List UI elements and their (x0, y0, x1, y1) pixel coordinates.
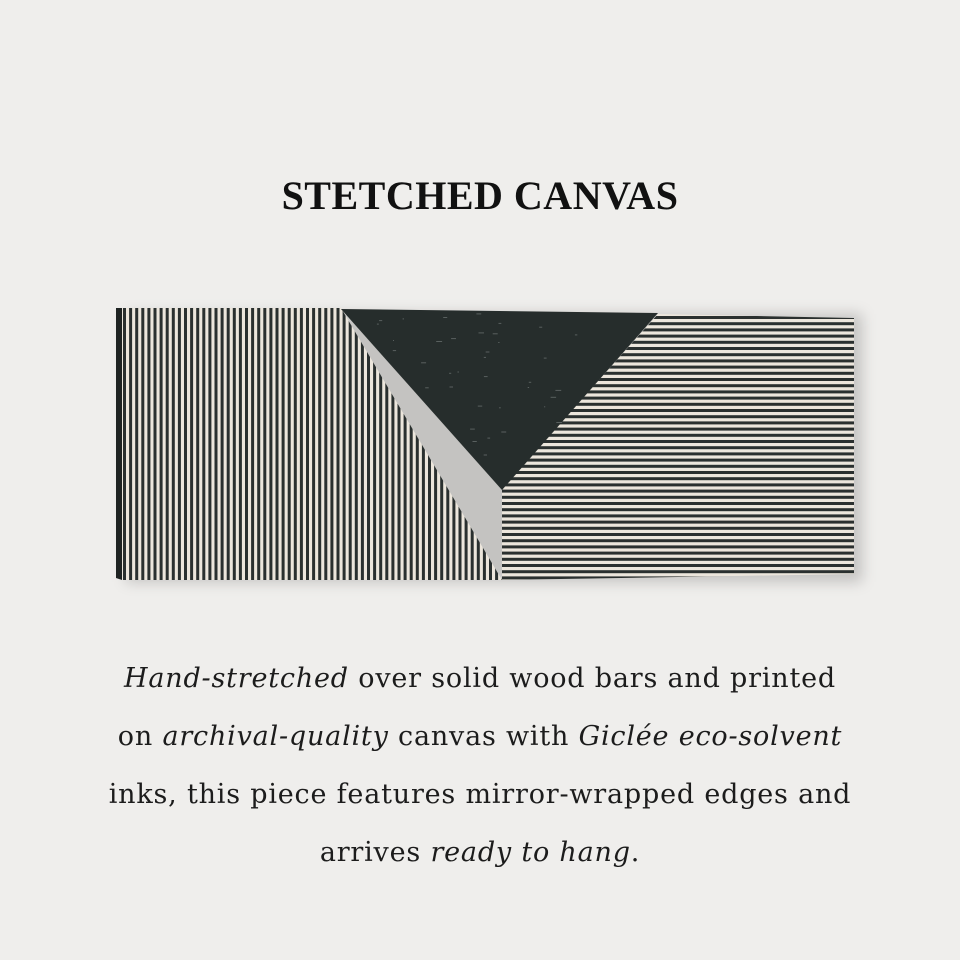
texture-speck (473, 441, 477, 442)
page-title: STETCHED CANVAS (281, 173, 679, 218)
description-text: . (630, 837, 641, 868)
texture-speck (555, 390, 561, 391)
horizontal-stripe (492, 477, 862, 480)
description-text: arrives (319, 837, 431, 868)
vertical-stripe (355, 308, 358, 580)
vertical-stripe (294, 308, 297, 580)
description-text: inks, this piece features mirror-wrapped edges and (108, 779, 852, 810)
texture-speck (501, 432, 506, 433)
horizontal-stripe (492, 459, 862, 462)
texture-speck (425, 387, 429, 388)
vertical-stripe (160, 308, 163, 580)
vertical-stripe (129, 308, 132, 580)
texture-speck (498, 342, 499, 343)
vertical-stripe (208, 308, 211, 580)
vertical-stripe (269, 308, 272, 580)
vertical-stripe (245, 308, 248, 580)
texture-speck (539, 327, 542, 328)
vertical-stripe (373, 308, 376, 580)
horizontal-stripe (492, 465, 862, 468)
texture-speck (551, 397, 557, 398)
texture-speck (479, 332, 485, 333)
texture-speck (393, 340, 394, 341)
texture-speck (458, 372, 459, 373)
texture-speck (377, 324, 379, 325)
description-text: canvas with (388, 721, 579, 752)
description-emphasis: ready to hang (430, 837, 631, 868)
vertical-stripe (349, 308, 352, 580)
horizontal-stripe (492, 508, 862, 511)
vertical-stripe (178, 308, 181, 580)
texture-speck (499, 323, 502, 324)
vertical-stripe (196, 308, 199, 580)
horizontal-stripe (492, 496, 862, 499)
texture-speck (575, 334, 577, 335)
texture-speck (443, 317, 447, 318)
texture-speck (403, 318, 404, 319)
vertical-stripe (141, 308, 144, 580)
vertical-stripe (202, 308, 205, 580)
vertical-stripe (300, 308, 303, 580)
texture-speck (484, 376, 488, 377)
product-description (70, 650, 890, 882)
horizontal-stripe (492, 545, 862, 548)
abstract-artwork (112, 300, 864, 590)
horizontal-stripe (492, 564, 862, 567)
texture-speck (528, 387, 529, 388)
vertical-stripe (312, 308, 315, 580)
vertical-stripe (154, 308, 157, 580)
texture-speck (470, 429, 475, 430)
vertical-stripe (324, 308, 327, 580)
texture-speck (476, 313, 481, 314)
vertical-stripe (147, 308, 150, 580)
texture-speck (484, 357, 486, 358)
vertical-stripe (215, 308, 218, 580)
vertical-stripe (263, 308, 266, 580)
texture-speck (451, 338, 456, 339)
horizontal-stripe (492, 483, 862, 486)
vertical-stripe (282, 308, 285, 580)
texture-speck (393, 350, 396, 351)
vertical-stripe (330, 308, 333, 580)
vertical-stripe (257, 308, 260, 580)
canvas-product-image (112, 300, 864, 590)
vertical-stripe (306, 308, 309, 580)
vertical-stripe (343, 308, 346, 580)
texture-speck (478, 406, 482, 407)
horizontal-stripe (492, 570, 862, 573)
vertical-stripe (190, 308, 193, 580)
horizontal-stripe (492, 440, 862, 443)
texture-speck (450, 387, 454, 388)
texture-speck (484, 455, 487, 456)
vertical-stripe (123, 308, 126, 580)
vertical-stripe (288, 308, 291, 580)
description-emphasis: Giclée eco-solvent (578, 721, 843, 752)
vertical-stripe (276, 308, 279, 580)
horizontal-stripe (492, 514, 862, 517)
canvas-edge (116, 308, 122, 580)
vertical-stripe (221, 308, 224, 580)
vertical-stripe (251, 308, 254, 580)
texture-speck (493, 333, 498, 334)
texture-speck (487, 438, 490, 439)
vertical-stripe (337, 308, 340, 580)
horizontal-stripe (492, 502, 862, 505)
texture-speck (544, 406, 545, 407)
description-text: on (117, 721, 163, 752)
texture-speck (436, 341, 442, 342)
horizontal-stripe (492, 446, 862, 449)
horizontal-stripe (492, 552, 862, 555)
horizontal-stripe (492, 452, 862, 455)
texture-speck (421, 362, 426, 363)
vertical-stripe (135, 308, 138, 580)
texture-speck (486, 352, 490, 353)
texture-speck (379, 320, 382, 321)
vertical-stripe (318, 308, 321, 580)
horizontal-stripe (492, 471, 862, 474)
texture-speck (529, 382, 531, 383)
vertical-stripe (367, 308, 370, 580)
vertical-stripe (172, 308, 175, 580)
horizontal-stripe (492, 490, 862, 493)
vertical-stripe (233, 308, 236, 580)
texture-speck (556, 422, 562, 423)
description-emphasis: archival-quality (162, 721, 389, 752)
horizontal-stripe (492, 527, 862, 530)
description-text: over solid wood bars and printed (348, 663, 836, 694)
vertical-stripe (166, 308, 169, 580)
vertical-stripe (239, 308, 242, 580)
vertical-stripe (227, 308, 230, 580)
texture-speck (499, 407, 501, 408)
description-emphasis: Hand-stretched (124, 663, 349, 694)
vertical-stripe (361, 308, 364, 580)
horizontal-stripe (492, 521, 862, 524)
texture-speck (544, 358, 547, 359)
horizontal-stripe (492, 539, 862, 542)
horizontal-stripe (492, 533, 862, 536)
vertical-stripe (184, 308, 187, 580)
horizontal-stripe (492, 576, 862, 579)
horizontal-stripe (492, 558, 862, 561)
texture-speck (449, 373, 451, 374)
